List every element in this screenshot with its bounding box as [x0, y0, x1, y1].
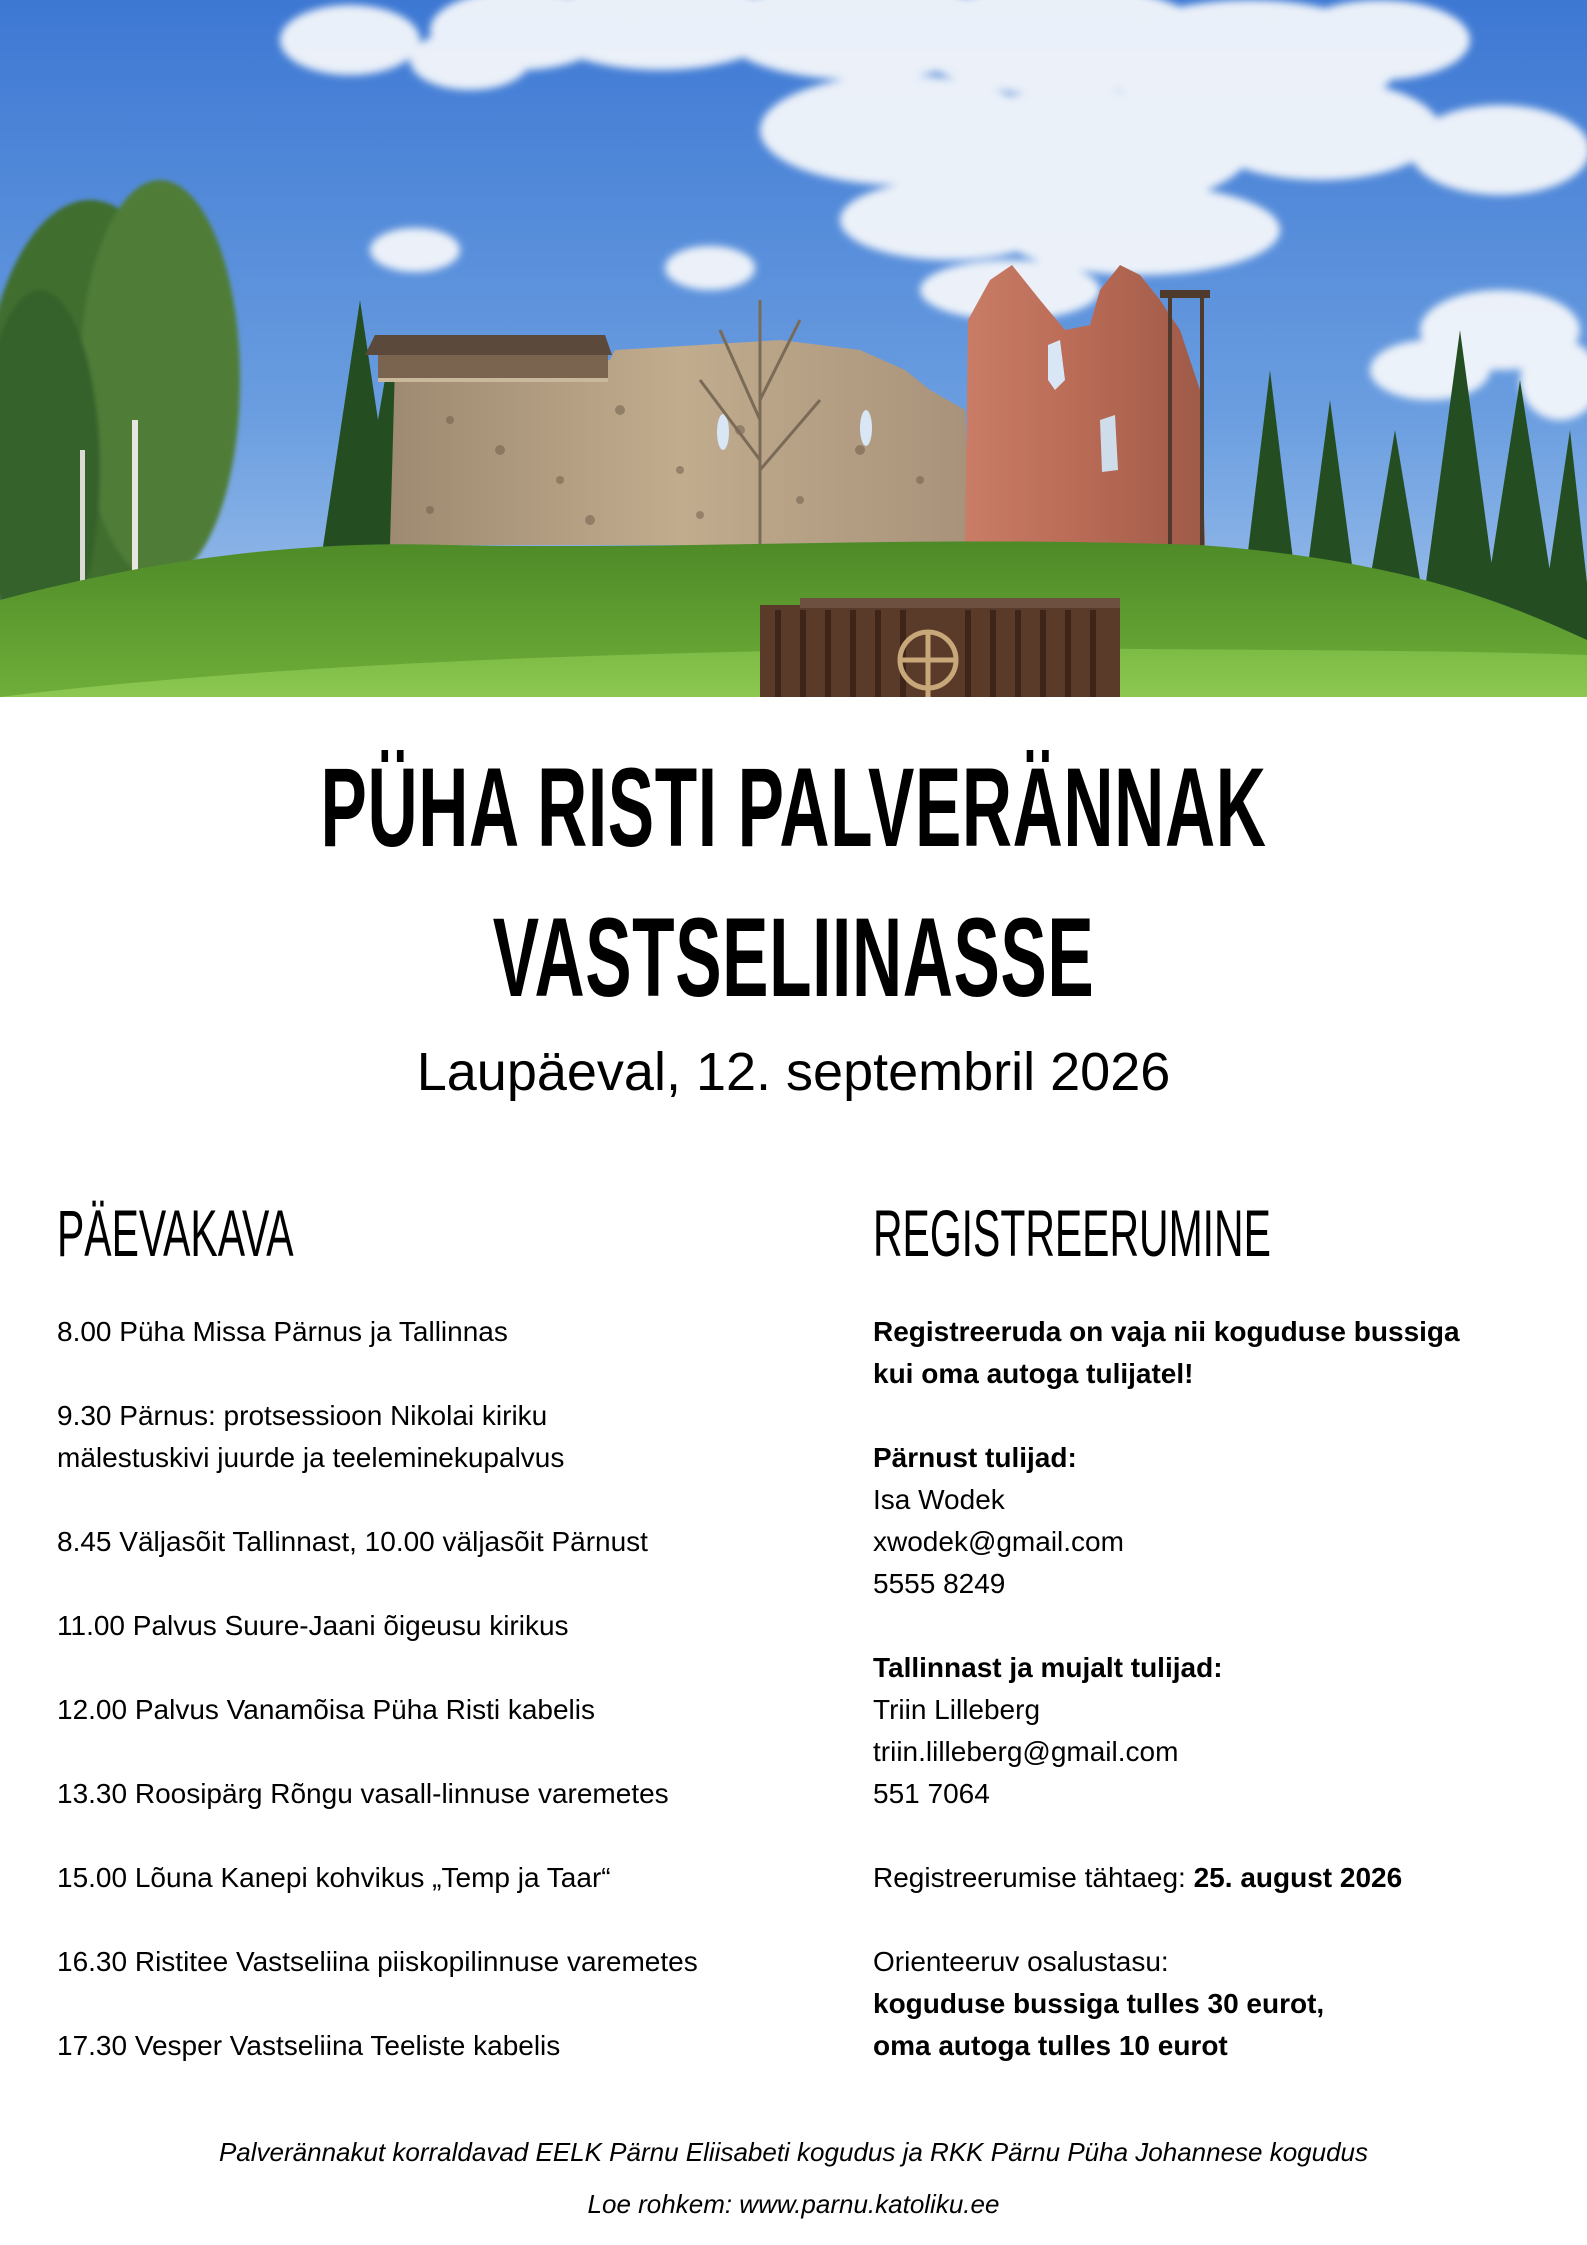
schedule-heading: PÄEVAKAVA [57, 1196, 294, 1270]
fee-bus: koguduse bussiga tulles 30 eurot, [873, 1988, 1325, 2019]
registration-section [873, 1195, 1553, 2067]
parnu-contact-email[interactable]: xwodek@gmail.com [873, 1526, 1124, 1557]
castle-ruins-image [0, 0, 1587, 697]
schedule-section [57, 1195, 837, 2109]
fee-car: oma autoga tulles 10 eurot [873, 2030, 1228, 2061]
schedule-item: 16.30 Ristitee Vastseliina piiskopilinnuse varemetes [57, 1946, 698, 1977]
registration-deadline [873, 1857, 1553, 1899]
tallinn-contact-phone[interactable]: 551 7064 [873, 1778, 990, 1809]
schedule-item: 12.00 Palvus Vanamõisa Püha Risti kabelis [57, 1694, 596, 1725]
footer-organizers: Palverännakut korraldavad EELK Pärnu Eliisabeti kogudus ja RKK Pärnu Püha Johannese kogudus [218, 2137, 1369, 2167]
tallinn-contact-email[interactable]: triin.lilleberg@gmail.com [873, 1736, 1179, 1767]
page-title-line-1: PÜHA RISTI PALVERÄNNAK [320, 745, 1267, 870]
schedule-item: 8.45 Väljasõit Tallinnast, 10.00 väljasõit Pärnust [57, 1526, 648, 1557]
schedule-list [57, 1311, 837, 2067]
parnu-contact-label: Pärnust tulijad: [873, 1442, 1077, 1473]
page-title-line-2: VASTSELIINASSE [492, 895, 1095, 1020]
schedule-item: 11.00 Palvus Suure-Jaani õigeusu kirikus [57, 1610, 569, 1641]
parnu-contact-name: Isa Wodek [873, 1484, 1005, 1515]
hero-photo [0, 0, 1587, 697]
schedule-item: 17.30 Vesper Vastseliina Teeliste kabelis [57, 2030, 561, 2061]
schedule-item: 9.30 Pärnus: protsessioon Nikolai kiriku mälestuskivi juurde ja teeleminekupalvus [57, 1400, 565, 1473]
registration-intro-line-2: kui oma autoga tulijatel! [873, 1358, 1194, 1389]
footer-more-info-link[interactable]: Loe rohkem: www.parnu.katoliku.ee [587, 2189, 1000, 2219]
schedule-item: 8.00 Püha Missa Pärnus ja Tallinnas [57, 1316, 508, 1347]
tallinn-contact-name: Triin Lilleberg [873, 1694, 1041, 1725]
deadline-value: 25. august 2026 [1193, 1862, 1403, 1893]
schedule-item: 15.00 Lõuna Kanepi kohvikus „Temp ja Taar“ [57, 1862, 611, 1893]
fee-label: Orienteeruv osalustasu: [873, 1946, 1169, 1977]
parnu-contact-phone[interactable]: 5555 8249 [873, 1568, 1006, 1599]
registration-heading: REGISTREERUMINE [873, 1196, 1271, 1270]
event-date: Laupäeval, 12. septembril 2026 [416, 1042, 1171, 1102]
schedule-item: 13.30 Roosipärg Rõngu vasall-linnuse varemetes [57, 1778, 669, 1809]
deadline-label: Registreerumise tähtaeg: [873, 1862, 1194, 1893]
tallinn-contact-label: Tallinnast ja mujalt tulijad: [873, 1652, 1223, 1683]
registration-intro-line-1: Registreeruda on vaja nii koguduse bussiga [873, 1316, 1460, 1347]
